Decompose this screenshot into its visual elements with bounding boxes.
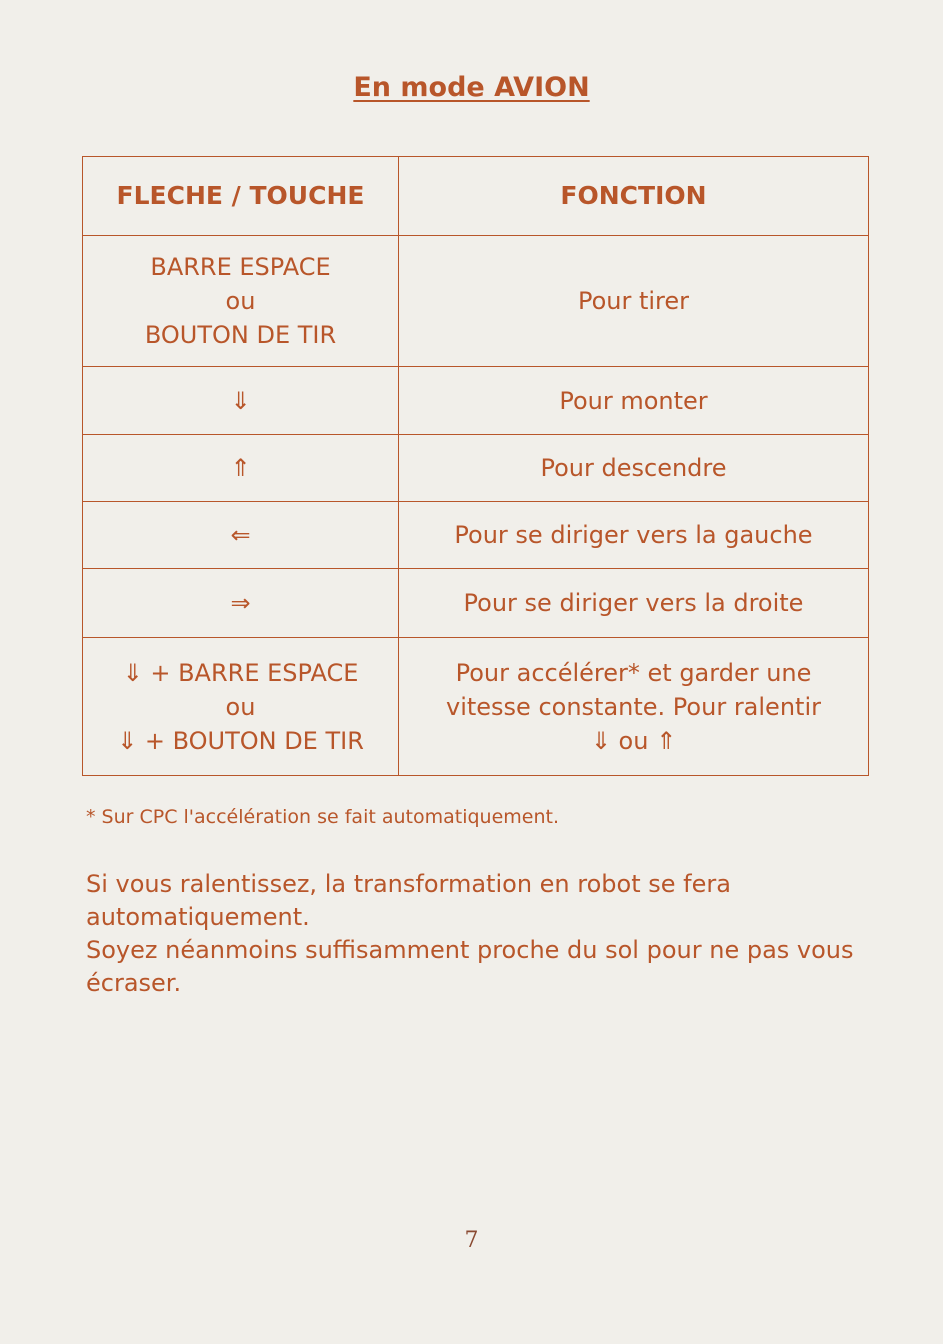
function-line: Pour accélérer* et garder une — [455, 658, 812, 687]
function-line: Pour monter — [559, 386, 708, 415]
function-cell — [399, 638, 869, 776]
key-line: BARRE ESPACE — [150, 253, 331, 281]
function-line: Pour tirer — [577, 287, 690, 315]
function-cell — [399, 236, 869, 367]
footnote: * Sur CPC l'accélération se fait automatiquement. — [86, 806, 559, 828]
page-number: 7 — [464, 1228, 479, 1253]
header-function: FONCTION — [399, 157, 869, 236]
table-row — [83, 502, 869, 569]
function-cell — [399, 569, 869, 638]
key-cell — [83, 502, 399, 569]
key-cell — [83, 569, 399, 638]
table-row — [83, 367, 869, 435]
key-line: ⇓ + BOUTON DE TIR — [117, 726, 364, 755]
function-line: ⇓ ou ⇑ — [590, 726, 677, 755]
key-line: BOUTON DE TIR — [144, 321, 337, 349]
key-cell — [83, 638, 399, 776]
paragraph: Si vous ralentissez, la transformation en robot se fera automatiquement. — [86, 870, 731, 931]
arrow-right-icon: ⇒ — [230, 589, 251, 617]
function-cell — [399, 367, 869, 435]
key-line: ⇓ + BARRE ESPACE — [122, 658, 359, 687]
table-header-row — [83, 157, 869, 236]
key-cell — [83, 236, 399, 367]
paragraph: Soyez néanmoins suffisamment proche du sol pour ne pas vous écraser. — [86, 936, 854, 997]
header-key: FLECHE / TOUCHE — [83, 157, 399, 236]
function-line: Pour se diriger vers la droite — [463, 589, 804, 617]
function-line: vitesse constante. Pour ralentir — [446, 692, 821, 721]
function-line: Pour se diriger vers la gauche — [454, 521, 813, 549]
key-line: ou — [225, 287, 256, 315]
arrow-up-icon: ⇑ — [230, 454, 251, 482]
table-row — [83, 638, 869, 776]
key-cell — [83, 435, 399, 502]
table-row — [83, 435, 869, 502]
arrow-left-icon: ⇐ — [230, 521, 251, 549]
section-title: En mode AVION — [353, 72, 590, 103]
key-line: ou — [225, 692, 256, 721]
arrow-down-icon: ⇓ — [230, 386, 251, 415]
table-row — [83, 236, 869, 367]
function-cell — [399, 435, 869, 502]
controls-table — [82, 156, 869, 776]
key-cell — [83, 367, 399, 435]
function-cell — [399, 502, 869, 569]
function-line: Pour descendre — [540, 454, 727, 482]
table-row — [83, 569, 869, 638]
